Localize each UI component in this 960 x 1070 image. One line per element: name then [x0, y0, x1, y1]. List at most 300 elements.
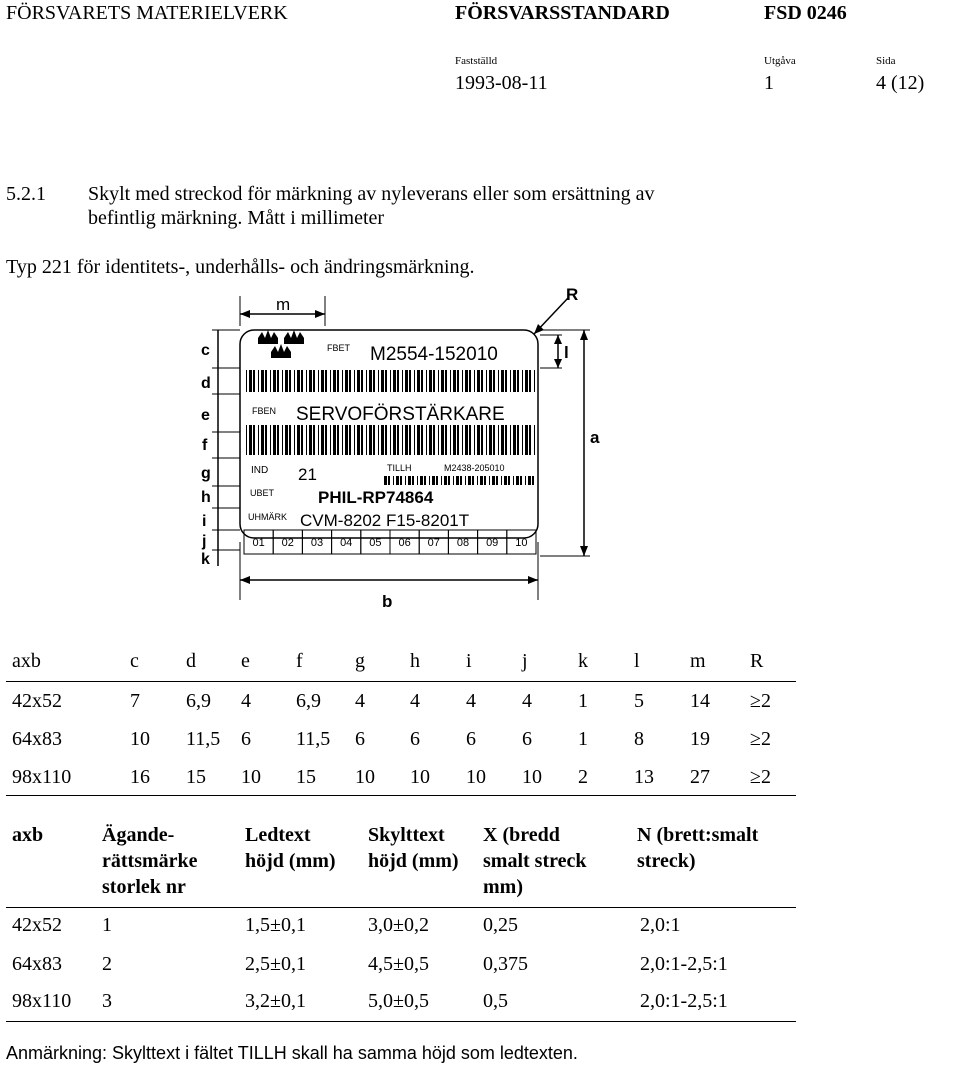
table2-cell: 1,5±0,1 [245, 914, 306, 936]
number-box-label: 06 [398, 537, 411, 549]
barcode-bar [513, 425, 516, 455]
dim-m-label: m [276, 295, 291, 314]
barcode-bar [450, 425, 451, 455]
barcode-bar [420, 476, 423, 485]
table2-header-cell: smalt streck [483, 850, 587, 872]
barcode-bar [433, 370, 435, 392]
table2-header-cell: streck) [637, 850, 696, 872]
table2-cell: 0,25 [483, 914, 518, 936]
barcode-bar [246, 425, 247, 455]
barcode-bar [396, 476, 399, 485]
table2-header-cell: höjd (mm) [245, 850, 336, 872]
barcode-bar [297, 425, 300, 455]
table2-header-cell: Ledtext [245, 824, 311, 846]
barcode-bar [265, 370, 267, 392]
table1-cell: 6 [522, 728, 532, 750]
barcode-bar [501, 476, 502, 485]
barcode-bar [528, 476, 531, 485]
barcode-bar [426, 425, 427, 455]
table1-header-cell: l [634, 650, 640, 672]
table2-header-rule [6, 907, 796, 908]
barcode-bar [349, 425, 351, 455]
barcode-bar [457, 370, 459, 392]
barcode-bar [330, 425, 331, 455]
barcode-bar [342, 370, 343, 392]
number-box-label: 03 [310, 537, 324, 549]
table1-cell: 7 [130, 690, 140, 712]
uhmark-label: UHMÄRK [248, 512, 288, 522]
barcode-bar [429, 476, 430, 485]
barcode-bar [289, 370, 291, 392]
barcode-bar [505, 370, 507, 392]
barcode-bar [277, 370, 279, 392]
barcode-bar [481, 425, 483, 455]
barcode-bar [385, 370, 387, 392]
barcode-bar [513, 370, 516, 392]
fbet-value: M2554-152010 [370, 344, 498, 365]
barcode-bar [258, 425, 259, 455]
barcode-bar [309, 370, 312, 392]
barcode-bar [294, 370, 295, 392]
dim-j-label: j [202, 533, 207, 550]
dim-d-label: d [201, 375, 211, 392]
barcode-bar [489, 370, 492, 392]
barcode-bar [481, 370, 483, 392]
barcode-bar [409, 425, 411, 455]
barcode-bar [384, 476, 387, 485]
number-box-label: 04 [340, 537, 353, 549]
barcode-fbet [246, 370, 535, 392]
table1-cell: 10 [130, 728, 150, 750]
table1-cell: 10 [241, 766, 261, 788]
barcode-bar [306, 425, 307, 455]
number-box-label: 10 [515, 537, 528, 549]
number-box-label: 01 [252, 537, 265, 549]
table2-cell: 98x110 [12, 990, 72, 1012]
barcode-bar [414, 370, 415, 392]
table1-cell: 5 [634, 690, 644, 712]
edition-value: 1 [764, 72, 774, 94]
barcode-bar [378, 370, 379, 392]
barcode-bar [253, 425, 255, 455]
barcode-bar [453, 370, 456, 392]
table1-header-cell: h [410, 650, 420, 672]
table1-header-cell: g [355, 650, 365, 672]
table1-cell: 6,9 [186, 690, 211, 712]
table2-cell: 2,0:1 [640, 914, 681, 936]
barcode-bar [457, 425, 459, 455]
table1-cell: 10 [355, 766, 375, 788]
barcode-bar [486, 370, 487, 392]
barcode-bar [309, 425, 312, 455]
table2-header-cell: N (brett:smalt [637, 824, 759, 846]
barcode-bar [474, 425, 475, 455]
table1-cell: 10 [410, 766, 430, 788]
table1-cell: 2 [578, 766, 588, 788]
barcode-bar [390, 425, 391, 455]
table1-cell: 4 [466, 690, 476, 712]
barcode-bar [525, 425, 528, 455]
table1-cell: 1 [578, 728, 588, 750]
table1-cell: 4 [241, 690, 251, 712]
barcode-bar [441, 476, 442, 485]
barcode-bar [444, 476, 447, 485]
barcode-bar [522, 370, 523, 392]
barcode-bar [412, 476, 414, 485]
barcode-bar [325, 425, 327, 455]
barcode-bar [441, 370, 444, 392]
ind-value: 21 [298, 465, 317, 484]
barcode-bar [253, 370, 255, 392]
barcode-bar [468, 476, 471, 485]
barcode-bar [477, 370, 480, 392]
barcode-bar [525, 476, 526, 485]
table1-cell: 15 [296, 766, 316, 788]
barcode-bar [258, 370, 259, 392]
table2-header-cell: axb [12, 824, 44, 846]
barcode-bar [381, 370, 384, 392]
table1-cell: 27 [690, 766, 710, 788]
barcode-bar [366, 425, 367, 455]
barcode-bar [405, 370, 408, 392]
barcode-bar [273, 370, 276, 392]
table2-cell: 64x83 [12, 953, 62, 975]
barcode-bar [249, 425, 252, 455]
date-value: 1993-08-11 [455, 72, 548, 94]
barcode-bar [349, 370, 351, 392]
table1-header-cell: f [296, 650, 303, 672]
barcode-bar [321, 370, 324, 392]
barcode-bar [409, 370, 411, 392]
number-box-row [244, 530, 536, 554]
barcode-bar [421, 370, 423, 392]
barcode-bar [397, 425, 399, 455]
barcode-tillh [384, 476, 534, 485]
table1-header-cell: c [130, 650, 139, 672]
barcode-bar [361, 370, 363, 392]
barcode-bar [517, 425, 519, 455]
table1-cell: 64x83 [12, 728, 62, 750]
table2-header-cell: storlek nr [102, 876, 186, 898]
barcode-bar [501, 425, 504, 455]
barcode-bar [390, 370, 391, 392]
barcode-bar [489, 425, 492, 455]
barcode-bar [424, 476, 426, 485]
table2-cell: 2,0:1-2,5:1 [640, 953, 728, 975]
barcode-bar [508, 476, 510, 485]
edition-label: Utgåva [764, 55, 796, 67]
barcode-bar [534, 425, 535, 455]
barcode-bar [532, 476, 534, 485]
table1-cell: 14 [690, 690, 710, 712]
barcode-bar [246, 370, 247, 392]
barcode-bar [265, 425, 267, 455]
barcode-bar [354, 425, 355, 455]
barcode-bar [366, 370, 367, 392]
table2-cell: 3 [102, 990, 112, 1012]
barcode-bar [450, 370, 451, 392]
barcode-bar [261, 425, 264, 455]
barcode-bar [388, 476, 390, 485]
barcode-bar [289, 425, 291, 455]
barcode-bar [361, 425, 363, 455]
page-label: Sida [876, 55, 896, 67]
barcode-bar [417, 476, 418, 485]
barcode-bar [429, 370, 432, 392]
table1-cell: 11,5 [296, 728, 331, 750]
org-name: FÖRSVARETS MATERIELVERK [6, 2, 288, 24]
barcode-bar [414, 425, 415, 455]
barcode-bar [472, 476, 474, 485]
barcode-bar [325, 370, 327, 392]
table1-header-cell: e [241, 650, 250, 672]
barcode-bar [273, 425, 276, 455]
table1-header-cell: k [578, 650, 588, 672]
barcode-bar [429, 425, 432, 455]
table1-header-cell: j [522, 650, 528, 672]
dim-k-label: k [201, 551, 210, 568]
barcode-bar [448, 476, 450, 485]
barcode-bar [333, 425, 336, 455]
table2-header-cell: rättsmärke [102, 850, 198, 872]
barcode-bar [520, 476, 522, 485]
barcode-bar [426, 370, 427, 392]
barcode-bar [465, 370, 468, 392]
barcode-bar [354, 370, 355, 392]
barcode-bar [330, 370, 331, 392]
barcode-bar [525, 370, 528, 392]
barcode-bar [345, 425, 348, 455]
barcode-bar [417, 425, 420, 455]
barcode-bar [306, 370, 307, 392]
table2-cell: 1 [102, 914, 112, 936]
barcode-bar [381, 425, 384, 455]
table2-header-cell: Ägande- [102, 824, 175, 846]
barcode-bar [505, 425, 507, 455]
dim-c-label: c [201, 342, 210, 359]
barcode-bar [510, 370, 511, 392]
number-box-label: 02 [281, 537, 294, 549]
dim-i-label: i [202, 513, 207, 530]
table1-cell: 1 [578, 690, 588, 712]
standard-name: FÖRSVARSSTANDARD [455, 2, 670, 24]
barcode-fben [246, 425, 535, 455]
barcode-bar [486, 425, 487, 455]
barcode-bar [477, 425, 480, 455]
dim-b-label: b [382, 592, 393, 610]
section-title-line2: befintlig märkning. Mått i millimeter [88, 207, 385, 229]
barcode-bar [333, 370, 336, 392]
barcode-bar [277, 425, 279, 455]
table1-cell: ≥2 [750, 728, 771, 750]
barcode-bar [456, 476, 459, 485]
table1-cell: 10 [466, 766, 486, 788]
fben-value: SERVOFÖRSTÄRKARE [296, 404, 505, 425]
barcode-bar [369, 370, 372, 392]
barcode-bar [337, 425, 339, 455]
barcode-bar [498, 425, 499, 455]
barcode-bar [477, 476, 478, 485]
barcode-bar [261, 370, 264, 392]
barcode-bar [462, 370, 463, 392]
number-box-label: 09 [486, 537, 499, 549]
footnote: Anmärkning: Skylttext i fältet TILLH skall ha samma höjd som ledtexten. [6, 1043, 578, 1063]
barcode-bar [462, 425, 463, 455]
table1-cell: 98x110 [12, 766, 72, 788]
table1-header-cell: R [750, 650, 764, 672]
table1-cell: ≥2 [750, 690, 771, 712]
barcode-bar [438, 425, 439, 455]
uhmark-value: CVM-8202 F15-8201T [300, 511, 470, 530]
table1-header-rule [6, 681, 796, 682]
table2-cell: 3,2±0,1 [245, 990, 306, 1012]
barcode-bar [282, 425, 283, 455]
barcode-bar [357, 370, 360, 392]
barcode-bar [393, 476, 394, 485]
table1-bottom-rule [6, 795, 796, 796]
barcode-bar [498, 370, 499, 392]
barcode-bar [357, 425, 360, 455]
barcode-bar [529, 425, 531, 455]
table1-cell: 11,5 [186, 728, 221, 750]
barcode-bar [373, 370, 375, 392]
barcode-bar [460, 476, 462, 485]
barcode-bar [453, 425, 456, 455]
barcode-bar [294, 425, 295, 455]
barcode-bar [436, 476, 438, 485]
label-figure [0, 280, 960, 610]
section-number: 5.2.1 [6, 183, 46, 205]
barcode-bar [270, 425, 271, 455]
table2-header-cell: höjd (mm) [368, 850, 459, 872]
table1-cell: ≥2 [750, 766, 771, 788]
table1-cell: 4 [522, 690, 532, 712]
barcode-bar [445, 425, 447, 455]
barcode-bar [321, 425, 324, 455]
tillh-label: TILLH [387, 463, 412, 473]
number-box-label: 08 [456, 537, 470, 549]
doc-number: FSD 0246 [764, 2, 847, 24]
barcode-bar [421, 425, 423, 455]
barcode-bar [345, 370, 348, 392]
table1-cell: 6,9 [296, 690, 321, 712]
barcode-bar [433, 425, 435, 455]
table1-cell: 4 [410, 690, 420, 712]
dim-e-label: e [201, 407, 210, 424]
table1-cell: 15 [186, 766, 206, 788]
dim-h-label: h [201, 489, 211, 506]
dim-a-label: a [590, 428, 600, 447]
barcode-bar [249, 370, 252, 392]
page-value: 4 (12) [876, 72, 925, 94]
barcode-bar [397, 370, 399, 392]
table2-cell: 0,5 [483, 990, 508, 1012]
ind-label: IND [251, 465, 269, 476]
barcode-bar [492, 476, 495, 485]
barcode-bar [301, 370, 303, 392]
barcode-bar [469, 370, 471, 392]
barcode-bar [297, 370, 300, 392]
table1-cell: 19 [690, 728, 710, 750]
dim-f-label: f [202, 437, 208, 454]
dim-R-label: R [566, 285, 579, 304]
table1-header-cell: m [690, 650, 706, 672]
fbet-label: FBET [327, 343, 351, 353]
barcode-bar [480, 476, 483, 485]
table1-cell: 16 [130, 766, 150, 788]
barcode-bar [402, 370, 403, 392]
barcode-bar [385, 425, 387, 455]
tillh-value: M2438-205010 [444, 463, 505, 473]
barcode-bar [516, 476, 519, 485]
table1-header-cell: d [186, 650, 196, 672]
barcode-bar [369, 425, 372, 455]
barcode-bar [441, 425, 444, 455]
table1-cell: 6 [355, 728, 365, 750]
table1-cell: 6 [241, 728, 251, 750]
table2-cell: 5,0±0,5 [368, 990, 429, 1012]
barcode-bar [465, 425, 468, 455]
table2-cell: 42x52 [12, 914, 62, 936]
fben-label: FBEN [252, 406, 277, 416]
barcode-bar [408, 476, 411, 485]
barcode-bar [282, 370, 283, 392]
ubet-label: UBET [250, 488, 275, 498]
established-label: Fastställd [455, 55, 498, 67]
table2-cell: 2 [102, 953, 112, 975]
table1-cell: 8 [634, 728, 644, 750]
table1-cell: 13 [634, 766, 654, 788]
barcode-bar [318, 370, 319, 392]
table2-cell: 4,5±0,5 [368, 953, 429, 975]
barcode-bar [270, 370, 271, 392]
barcode-bar [337, 370, 339, 392]
barcode-bar [438, 370, 439, 392]
barcode-bar [496, 476, 498, 485]
barcode-bar [465, 476, 466, 485]
barcode-bar [313, 425, 315, 455]
table1-cell: 6 [466, 728, 476, 750]
barcode-bar [522, 425, 523, 455]
table1-header-cell: axb [12, 650, 41, 672]
barcode-bar [474, 370, 475, 392]
table1-header-cell: i [466, 650, 472, 672]
barcode-bar [378, 425, 379, 455]
table2-cell: 3,0±0,2 [368, 914, 429, 936]
barcode-bar [510, 425, 511, 455]
barcode-bar [432, 476, 435, 485]
barcode-bar [445, 370, 447, 392]
barcode-bar [529, 370, 531, 392]
barcode-bar [493, 370, 495, 392]
barcode-bar [393, 370, 396, 392]
barcode-bar [405, 425, 408, 455]
table2-bottom-rule [6, 1021, 796, 1022]
barcode-bar [400, 476, 402, 485]
barcode-bar [453, 476, 454, 485]
table1-cell: 4 [355, 690, 365, 712]
table1-cell: 6 [410, 728, 420, 750]
section-title-line1: Skylt med streckod för märkning av nyleverans eller som ersättning av [88, 183, 655, 205]
table1-cell: 42x52 [12, 690, 62, 712]
table2-cell: 2,0:1-2,5:1 [640, 990, 728, 1012]
table2-header-cell: Skylttext [368, 824, 445, 846]
barcode-bar [373, 425, 375, 455]
number-box-label: 05 [369, 537, 382, 549]
barcode-bar [313, 370, 315, 392]
barcode-bar [318, 425, 319, 455]
barcode-bar [285, 370, 288, 392]
